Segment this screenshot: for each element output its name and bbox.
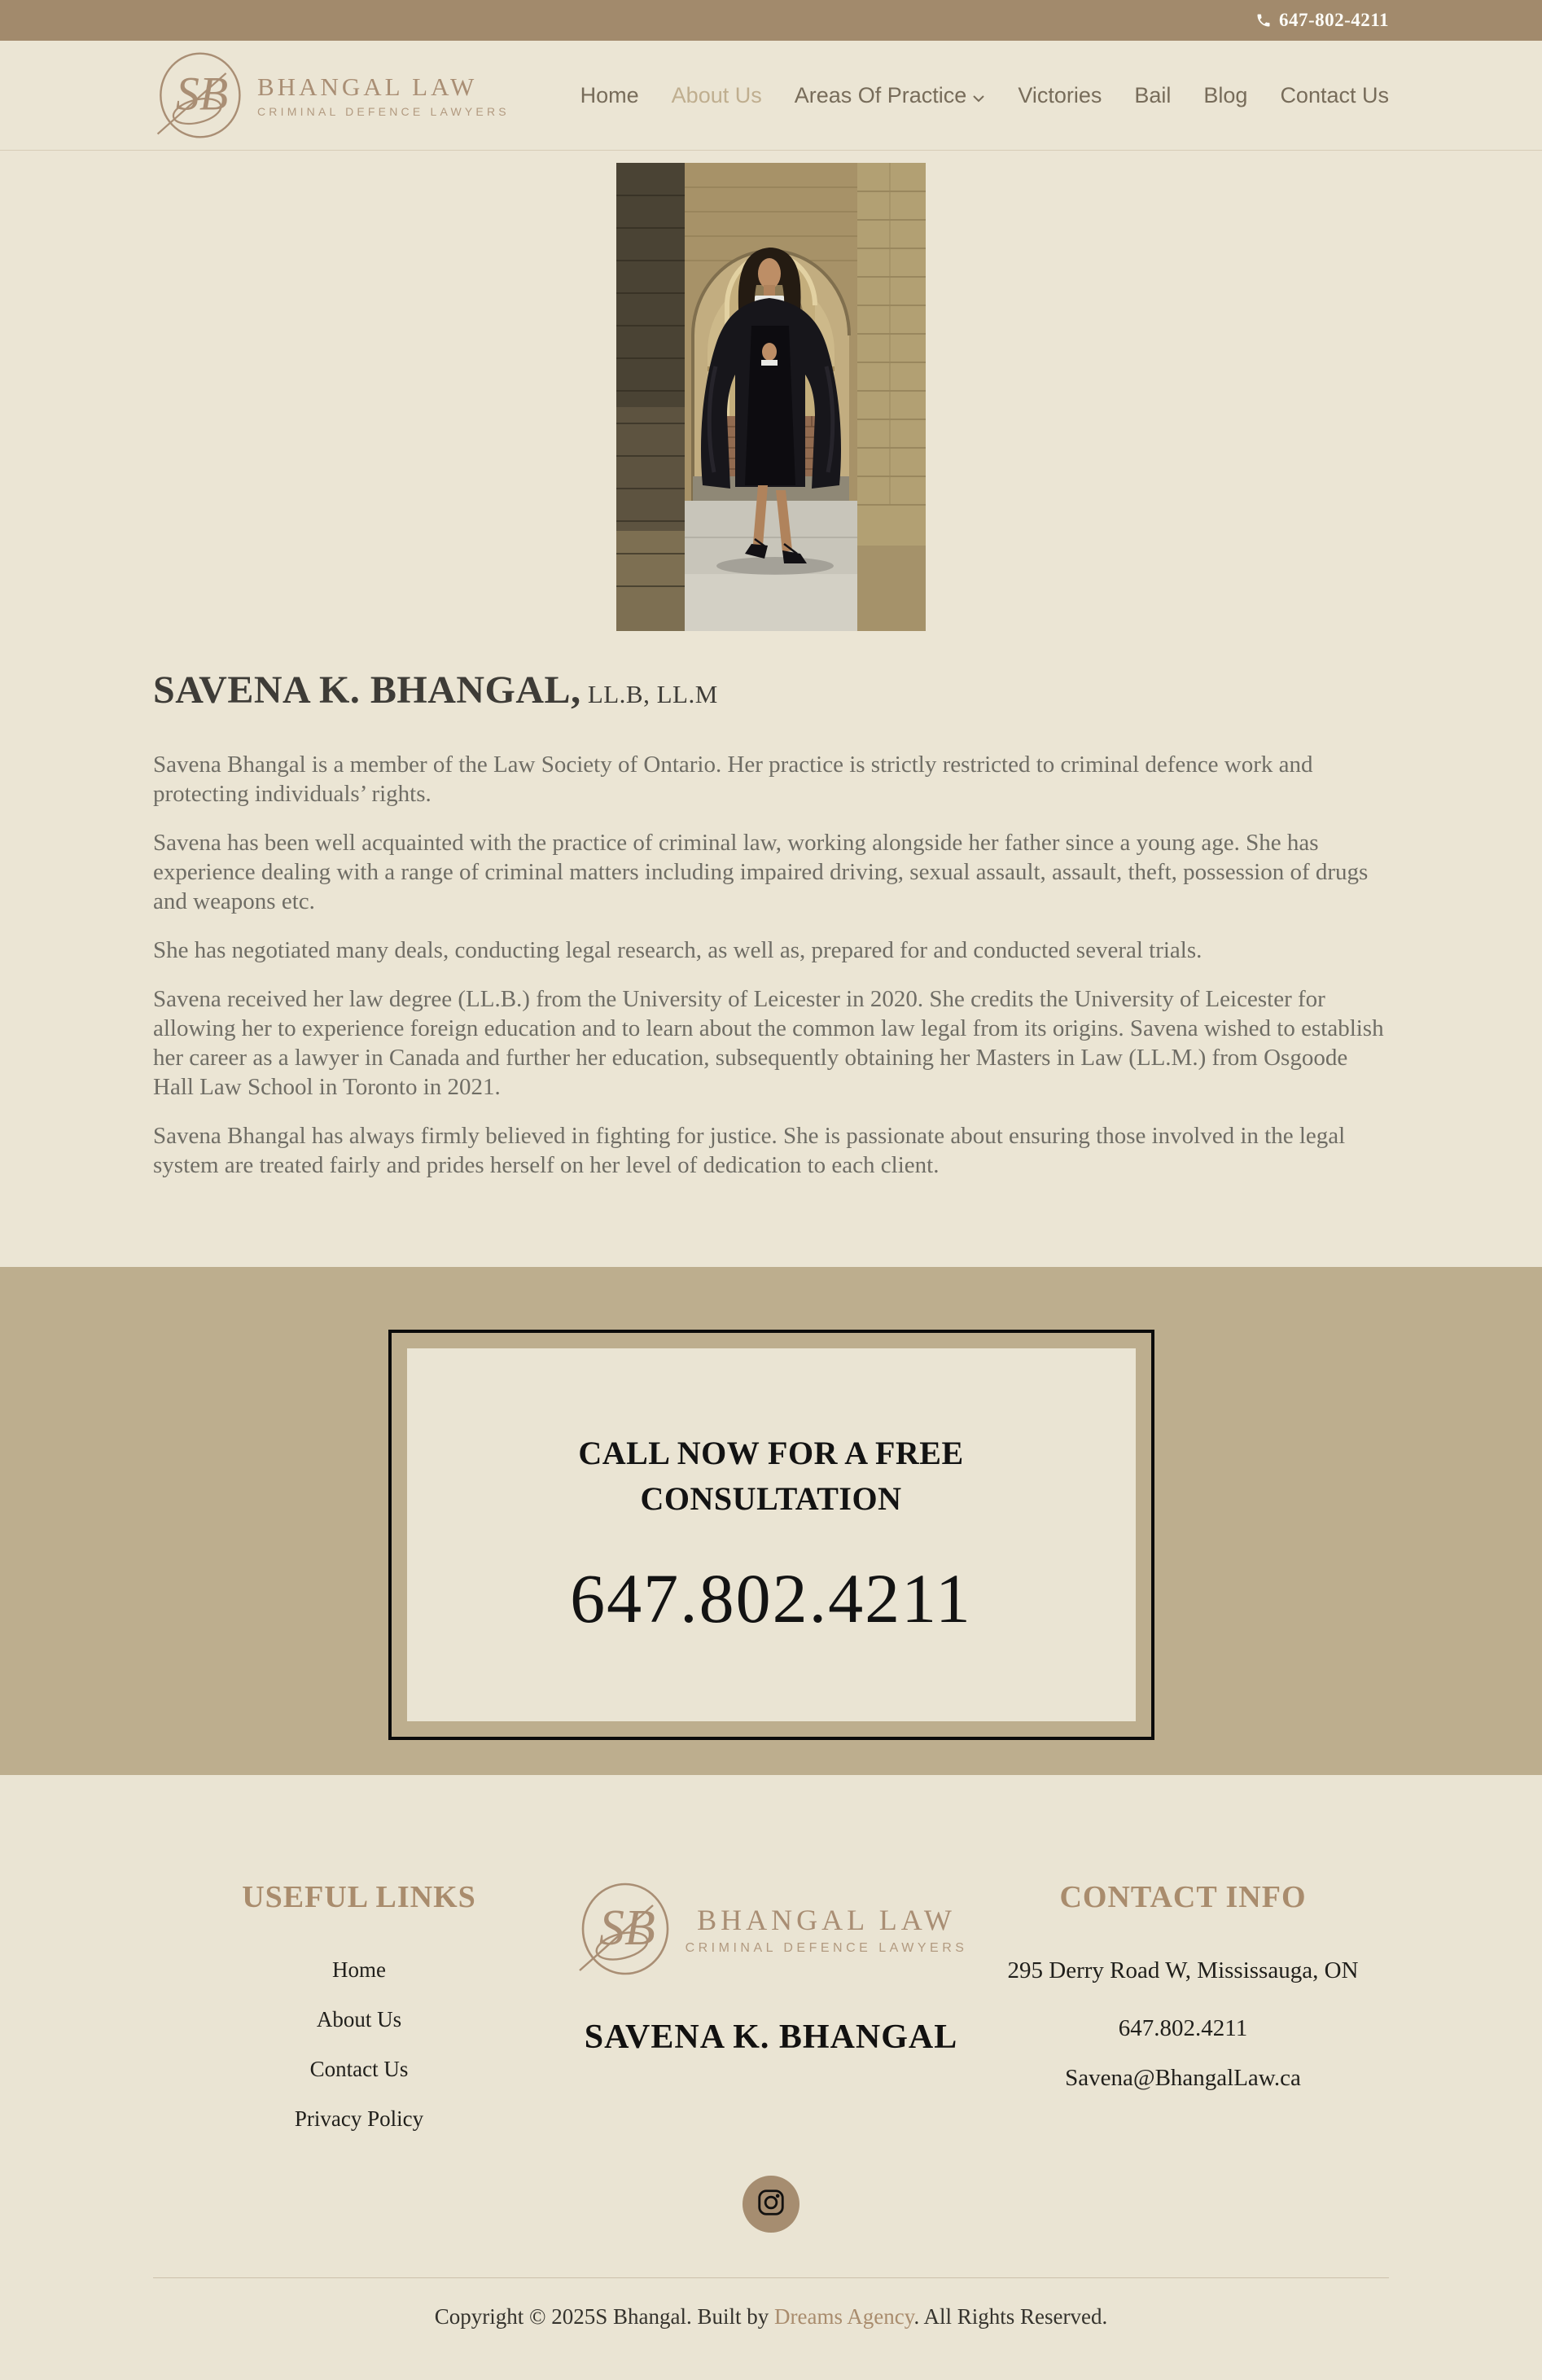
copyright: Copyright © 2025S Bhangal. Built by Dreams Agency. All Rights Reserved. (434, 2304, 1108, 2329)
cta-title: CALL NOW FOR A FREE CONSULTATION (578, 1435, 964, 1517)
logo-monogram-icon (153, 49, 244, 142)
footer-phone: 647.802.4211 (1118, 2015, 1248, 2041)
top-bar (0, 0, 1542, 41)
footer-brand (565, 1879, 977, 2156)
instagram-icon (756, 2187, 786, 2222)
about-section (0, 151, 1542, 1267)
logo[interactable] (153, 49, 510, 142)
logo-name: BHANGAL LAW (257, 72, 478, 102)
footer-contact-info (977, 1879, 1389, 2156)
nav-item-about-us[interactable]: About Us (671, 82, 762, 107)
phone-icon (1255, 12, 1272, 28)
bio-paragraph: Savena received her law degree (LL.B.) from the University of Leicester in 2020. She credits the University of Leicester for allowing her to experience foreign education and to learn about the common law legal from its origins. Savena wished to establish her career as a lawyer in Canada and further her education, subsequently obtaining her Masters in Law (LL.M.) from Osgoode Hall Law School in Toronto in 2021. (153, 986, 1384, 1100)
nav-item-bail[interactable]: Bail (1134, 82, 1172, 107)
svg-text:SB: SB (176, 67, 229, 121)
cta-box (388, 1330, 1154, 1740)
footer-link-privacy-policy[interactable]: Privacy Policy (294, 2106, 424, 2131)
chevron-down-icon (972, 84, 985, 109)
page-title: SAVENA K. BHANGAL, LL.B, LL.M (153, 668, 718, 712)
footer-link-about-us[interactable]: About Us (316, 2007, 402, 2032)
instagram-button[interactable] (743, 2176, 799, 2233)
footer-link-contact-us[interactable]: Contact Us (309, 2057, 409, 2081)
logo-tagline: CRIMINAL DEFENCE LAWYERS (257, 104, 510, 118)
useful-links-heading: USEFUL LINKS (242, 1880, 476, 1914)
topbar-phone-number: 647-802-4211 (1278, 10, 1389, 30)
bio-paragraph: Savena Bhangal is a member of the Law Society of Ontario. Her practice is strictly restricted to criminal defence work and protecting individuals’ rights. (153, 752, 1313, 807)
dreams-agency-link[interactable]: Dreams Agency (774, 2304, 914, 2329)
site-footer (0, 1775, 1542, 2380)
site-header (0, 41, 1542, 151)
bio-paragraph: Savena Bhangal has always firmly believed in fighting for justice. She is passionate about ensuring those involved in the legal system are treated fairly and prides herself on her level of dedication to each client. (153, 1123, 1346, 1178)
cta-section (0, 1267, 1542, 1775)
footer-person-name: SAVENA K. BHANGAL (584, 2018, 958, 2056)
lawyer-photo (616, 163, 926, 631)
nav-item-home[interactable]: Home (580, 82, 639, 107)
bio-paragraph: She has negotiated many deals, conducting legal research, as well as, prepared for and conducted several trials. (153, 937, 1202, 963)
contact-info-heading: CONTACT INFO (1059, 1880, 1307, 1914)
footer-useful-links (153, 1879, 565, 2156)
footer-email: Savena@BhangalLaw.ca (1065, 2065, 1301, 2091)
footer-logo-monogram-icon (575, 1879, 672, 1979)
footer-logo-name: BHANGAL LAW (697, 1903, 956, 1936)
page-title-credentials: LL.B, LL.M (580, 680, 718, 708)
footer-address: 295 Derry Road W, Mississauga, ON (1007, 1957, 1359, 1983)
footer-link-home[interactable]: Home (332, 1957, 386, 1982)
nav-item-areas-of-practice[interactable]: Areas Of Practice (795, 81, 986, 109)
footer-logo-tagline: CRIMINAL DEFENCE LAWYERS (685, 1940, 968, 1955)
topbar-phone-link[interactable] (1255, 10, 1389, 31)
cta-phone-number: 647.802.4211 (570, 1559, 972, 1637)
nav-item-blog[interactable]: Blog (1203, 82, 1248, 107)
main-nav (580, 81, 1389, 109)
about-bio (153, 750, 1389, 1180)
bio-paragraph: Savena has been well acquainted with the practice of criminal law, working alongside her father since a young age. She has experience dealing with a range of criminal matters including impaired driving, sexual assault, assault, theft, possession of drugs and weapons etc. (153, 830, 1369, 914)
svg-text:SB: SB (598, 1900, 655, 1956)
footer-divider (153, 2277, 1389, 2278)
nav-item-victories[interactable]: Victories (1018, 82, 1102, 107)
nav-item-contact-us[interactable]: Contact Us (1280, 82, 1389, 107)
